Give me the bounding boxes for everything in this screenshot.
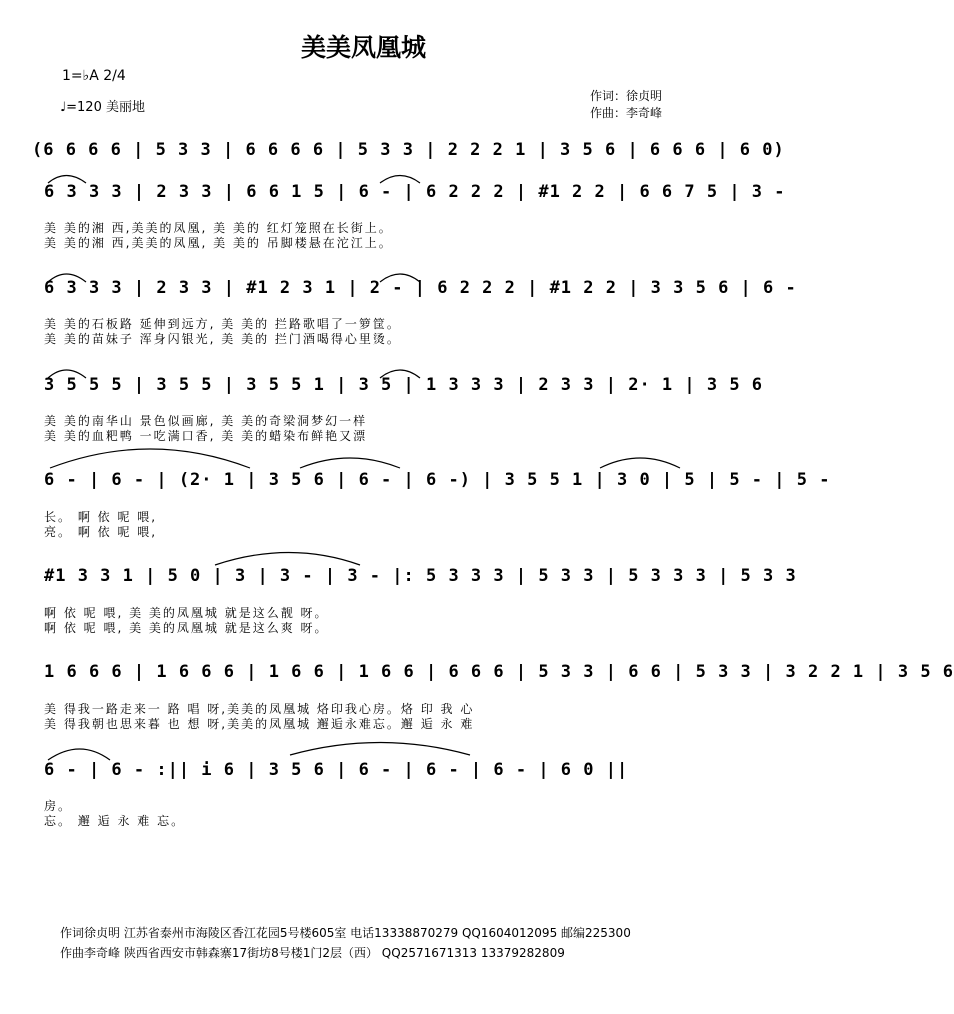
lyric-line: 啊 依 呢 喂, 美 美的凤凰城 就是这么靓 呀。 bbox=[44, 606, 329, 620]
notation-line: 6 3 3 3 | 2 3 3 | #1 2 3 1 | 2 - | 6 2 2 2 | #1 2 2 | 3 3 5 6 | 6 - bbox=[44, 278, 797, 298]
notation-line: 6 3 3 3 | 2 3 3 | 6 6 1 5 | 6 - | 6 2 2 2 | #1 2 2 | 6 6 7 5 | 3 - bbox=[44, 182, 786, 202]
slur-mark bbox=[48, 749, 110, 760]
lyric-line: 美 美的南华山 景色似画廊, 美 美的奇梁洞梦幻一样 bbox=[44, 414, 368, 428]
page-title: 美美凤凰城 bbox=[300, 33, 426, 62]
lyric-line: 长。 啊 依 呢 喂, bbox=[44, 510, 158, 524]
slur-mark bbox=[300, 458, 400, 468]
notation-line: (6 6 6 6 | 5 3 3 | 6 6 6 6 | 5 3 3 | 2 2 2 1 | 3 5 6 | 6 6 6 | 6 0) bbox=[32, 140, 785, 160]
lyric-line: 美 美的苗妹子 浑身闪银光, 美 美的 拦门酒喝得心里烫。 bbox=[44, 332, 401, 346]
lyric-line: 美 得我朝也思来暮 也 想 呀,美美的凤凰城 邂逅永难忘。邂 逅 永 难 bbox=[44, 717, 475, 731]
notation-line: 3 5 5 5 | 3 5 5 | 3 5 5 1 | 3 5 | 1 3 3 3 | 2 3 3 | 2· 1 | 3 5 6 bbox=[44, 375, 764, 395]
lyric-line: 美 得我一路走来一 路 唱 呀,美美的凤凰城 烙印我心房。烙 印 我 心 bbox=[44, 702, 475, 716]
lyric-line: 亮。 啊 依 呢 喂, bbox=[44, 525, 158, 539]
notation-line: #1 3 3 1 | 5 0 | 3 | 3 - | 3 - |: 5 3 3 3 | 5 3 3 | 5 3 3 3 | 5 3 3 bbox=[44, 566, 797, 586]
notation-line: 6 - | 6 - | (2· 1 | 3 5 6 | 6 - | 6 -) | 3 5 5 1 | 3 0 | 5 | 5 - | 5 - bbox=[44, 470, 831, 490]
slur-mark bbox=[600, 458, 680, 468]
composer: 作曲：李奇峰 bbox=[590, 106, 663, 120]
footer-line: 作曲李奇峰 陕西省西安市韩森寨17街坊8号楼1门2层（西） QQ2571671313 13379282809 bbox=[60, 946, 565, 960]
lyric-line: 美 美的血粑鸭 一吃满口香, 美 美的蜡染布鲜艳又漂 bbox=[44, 429, 368, 443]
key-signature: 1=♭A 2/4 bbox=[62, 68, 126, 84]
slur-mark bbox=[290, 743, 470, 756]
lyric-line: 房。 bbox=[44, 799, 73, 813]
lyric-line: 美 美的石板路 延伸到远方, 美 美的 拦路歌唱了一箩筐。 bbox=[44, 317, 401, 331]
lyric-line: 啊 依 呢 喂, 美 美的凤凰城 就是这么爽 呀。 bbox=[44, 621, 329, 635]
lyric-line: 美 美的湘 西,美美的凤凰, 美 美的 吊脚楼悬在沱江上。 bbox=[44, 236, 393, 250]
lyric-line: 美 美的湘 西,美美的凤凰, 美 美的 红灯笼照在长街上。 bbox=[44, 221, 393, 235]
notation-line: 1 6 6 6 | 1 6 6 6 | 1 6 6 | 1 6 6 | 6 6 6 | 5 3 3 | 6 6 | 5 3 3 | 3 2 2 1 | 3 5 6 bbox=[44, 662, 954, 682]
slur-mark bbox=[50, 449, 250, 468]
lyric-line: 忘。 邂 逅 永 难 忘。 bbox=[44, 814, 186, 828]
slur-mark bbox=[215, 553, 360, 566]
notation-line: 6 - | 6 - :|| i 6 | 3 5 6 | 6 - | 6 - | 6 - | 6 0 || bbox=[44, 760, 629, 780]
footer-line: 作词徐贞明 江苏省泰州市海陵区香江花园5号楼605室 电话13338870279 QQ1604012095 邮编225300 bbox=[60, 926, 631, 940]
lyricist: 作词：徐贞明 bbox=[590, 89, 663, 103]
tempo-marking: ♩=120 美丽地 bbox=[60, 100, 145, 115]
